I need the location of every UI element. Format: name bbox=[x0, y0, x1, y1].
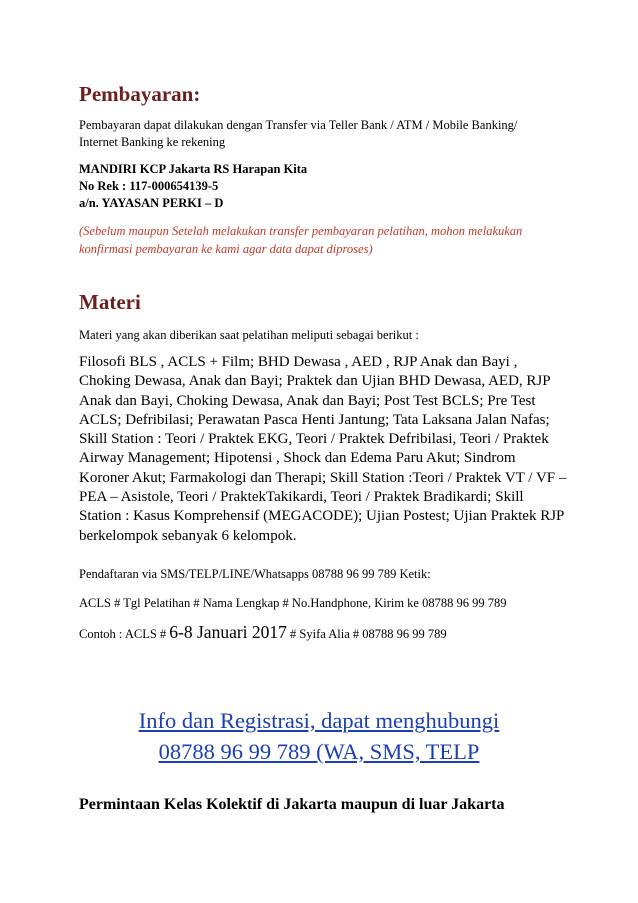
example-date: 6-8 Januari 2017 bbox=[169, 622, 287, 642]
account-number: No Rek : 117-000654139-5 bbox=[79, 179, 219, 193]
collective-class-text: Permintaan Kelas Kolektif di Jakarta maupun di luar Jakarta bbox=[79, 796, 505, 813]
example-prefix: Contoh : ACLS # bbox=[79, 627, 170, 641]
materi-content: Filosofi BLS , ACLS + Film; BHD Dewasa , AED , RJP Anak dan Bayi , Choking Dewasa, Anak dan Bayi; Praktek dan Ujian BHD Dewasa, AED, RJP Anak dan Bayi, Choking Dewasa, Anak dan Bayi; Post Test BCLS; Pre Test ACLS; Defribilasi; Perawatan Pasca Henti Jantung; Tata Laksana Jalan Nafas; Skill Station : Teori / Praktek EKG, Teori / Praktek Defribilasi, Teori / Praktek Airway Management; Hipotensi , Shock dan Edema Paru Akut; Sindrom Koroner Akut; Farmakologi dan Therapi; Skill Station :Teori / Praktek VT / VF – PEA – Asistole, Teori / PraktekTakikardi, Teori / Praktek Bradikardi; Skill Station : Kasus Komprehensif (MEGACODE); Ujian Postest; Ujian Praktek RJP berkelompok sebanyak 6 kelompok. bbox=[79, 354, 567, 544]
materi-heading: Materi bbox=[79, 290, 141, 314]
info-link[interactable]: Info dan Registrasi, dapat menghubungi bbox=[138, 708, 500, 733]
materi-intro: Materi yang akan diberikan saat pelatihan meliputi sebagai berikut : bbox=[79, 328, 419, 342]
pendaftaran-line: Pendaftaran via SMS/TELP/LINE/Whatsapps 08788 96 99 789 Ketik: bbox=[79, 567, 431, 581]
format-line: ACLS # Tgl Pelatihan # Nama Lengkap # No.Handphone, Kirim ke 08788 96 99 789 bbox=[79, 596, 507, 610]
example-suffix: # Syifa Alia # 08788 96 99 789 bbox=[286, 627, 447, 641]
pembayaran-heading: Pembayaran: bbox=[79, 82, 201, 106]
contact-link[interactable]: 08788 96 99 789 (WA, SMS, TELP bbox=[158, 739, 480, 764]
account-holder: a/n. YAYASAN PERKI – D bbox=[79, 196, 224, 210]
bank-name: MANDIRI KCP Jakarta RS Harapan Kita bbox=[79, 162, 308, 176]
pembayaran-intro: Pembayaran dapat dilakukan dengan Transfer via Teller Bank / ATM / Mobile Banking/ Internet Banking ke rekening bbox=[79, 118, 518, 149]
example-line bbox=[79, 622, 447, 643]
payment-note: (Sebelum maupun Setelah melakukan transfer pembayaran pelatihan, mohon melakukan konfirmasi pembayaran ke kami agar data dapat diproses) bbox=[79, 224, 523, 256]
